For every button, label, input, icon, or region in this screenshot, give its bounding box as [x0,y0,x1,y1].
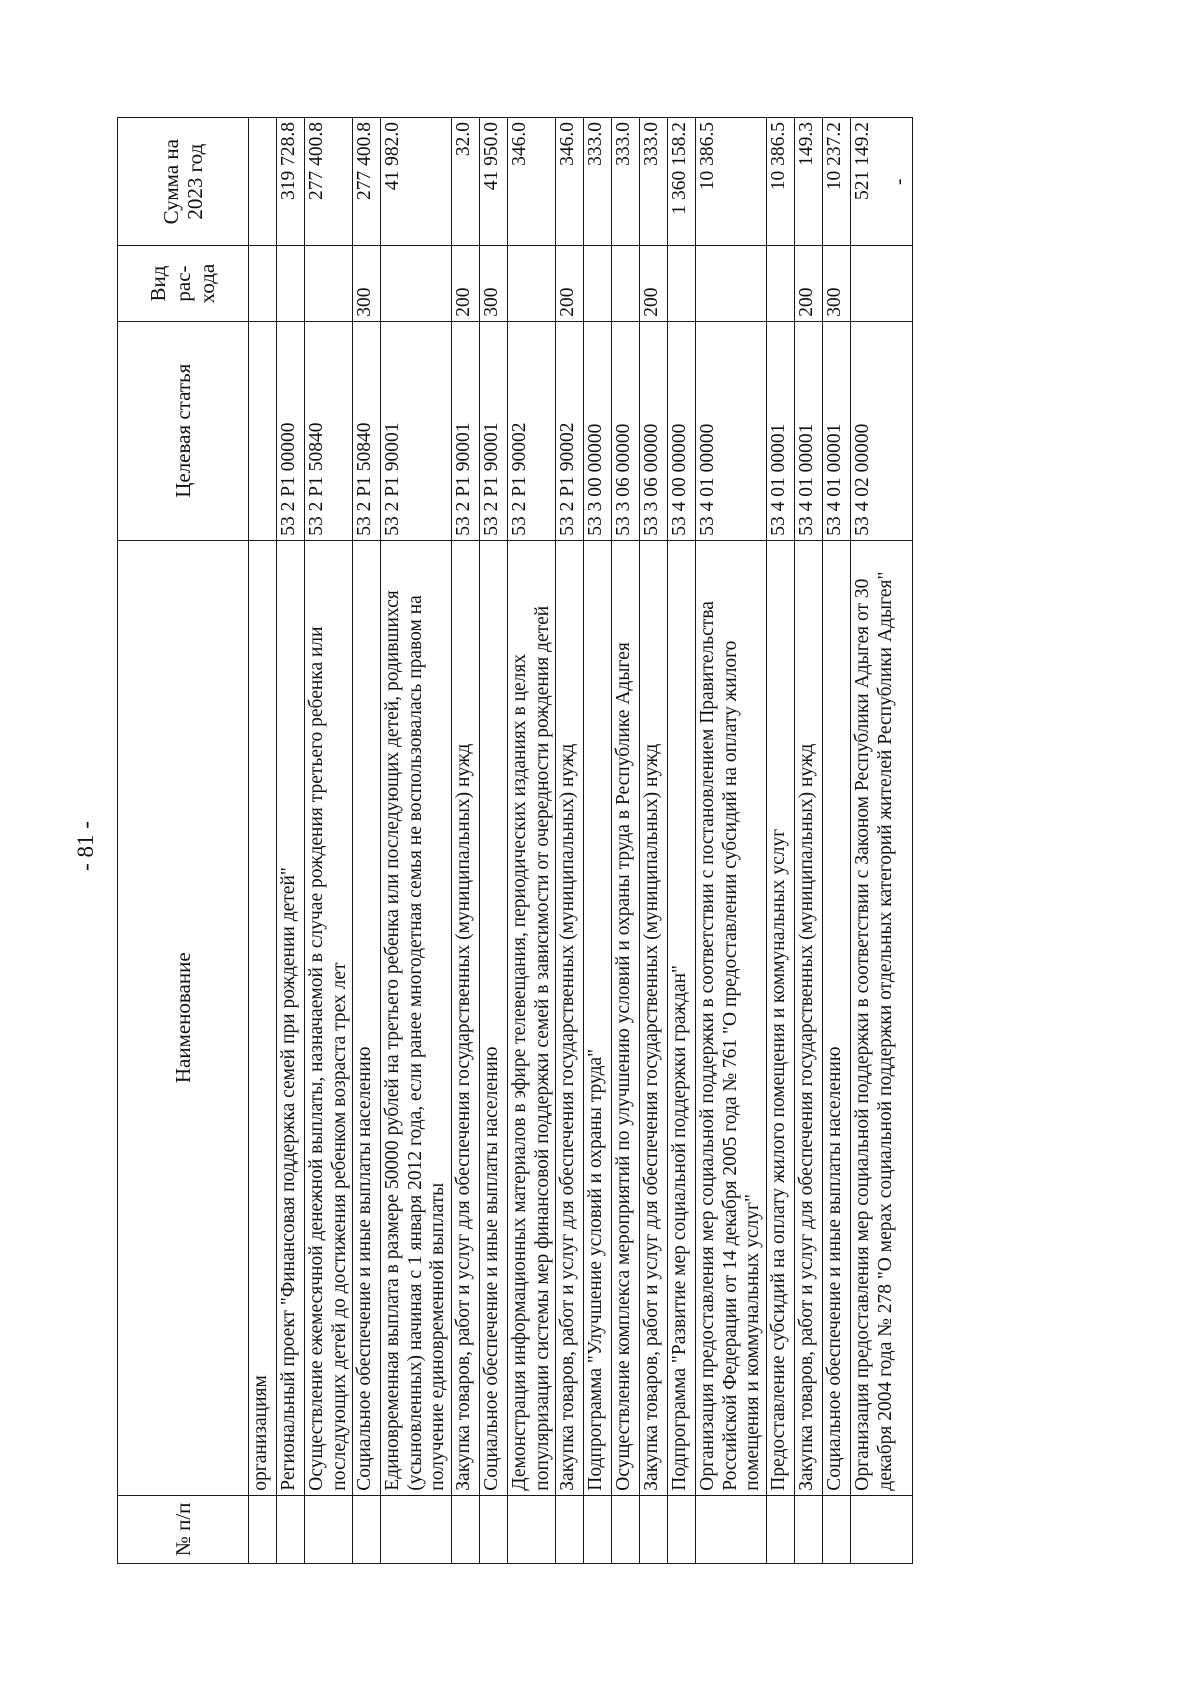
cell-sum: 149.3 [795,118,823,246]
cell-code: 53 2 P1 00000 [277,321,305,540]
cell-code: 53 4 01 00001 [795,321,823,540]
cell-kind [381,246,452,321]
cell-sum: 333.0 [584,118,612,246]
cell-name: Единовременная выплата в размере 50000 рублей на третьего ребенка или последующих детей, родившихся (усыновленных) начиная с 1 января 2012 года, если ранее многодетная семья не воспользовалась правом на получение единовременной выплаты [381,540,452,1495]
cell-name: Предоставление субсидий на оплату жилого помещения и коммунальных услуг [767,540,795,1495]
page-number: - 81 - [73,821,98,871]
cell-num [353,1495,381,1563]
table-row [668,118,696,1564]
cell-num [556,1495,584,1563]
cell-num [851,1495,913,1563]
cell-num [823,1495,851,1563]
table-row [767,118,795,1564]
cell-code: 53 2 P1 50840 [305,321,353,540]
cell-num [508,1495,556,1563]
cell-num [452,1495,480,1563]
cell-name: Организация предоставления мер социальной поддержки в соответствии с постановлением Правительства Российской Федерации от 14 декабря 2005 года № 761 "О предоставлении субсидий на оплату жилого помещения и коммунальных услуг" [696,540,767,1495]
header-kind: Вид рас-хода [118,246,249,321]
cell-num [480,1495,508,1563]
cell-name: Социальное обеспечение и иные выплаты населению [353,540,381,1495]
cell-sum: 1 360 158.2 [668,118,696,246]
rotated-page-content [117,117,1068,1564]
cell-code: 53 4 01 00001 [823,321,851,540]
cell-kind [696,246,767,321]
cell-num [668,1495,696,1563]
cell-kind: 300 [353,246,381,321]
cell-name: Закупка товаров, работ и услуг для обеспечения государственных (муниципальных) нужд [795,540,823,1495]
cell-sum [249,118,277,246]
cell-name: Социальное обеспечение и иные выплаты населению [480,540,508,1495]
cell-kind: 300 [823,246,851,321]
cell-kind [305,246,353,321]
cell-code: 53 4 00 00000 [668,321,696,540]
cell-code: 53 2 P1 90001 [381,321,452,540]
cell-code: 53 4 01 00000 [696,321,767,540]
cell-name: Социальное обеспечение и иные выплаты населению [823,540,851,1495]
table-row [277,118,305,1564]
cell-name: Подпрограмма "Развитие мер социальной поддержки граждан" [668,540,696,1495]
table-row [795,118,823,1564]
cell-num [696,1495,767,1563]
cell-sum: 41 950.0 [480,118,508,246]
cell-code [249,321,277,540]
cell-code: 53 4 01 00001 [767,321,795,540]
cell-code: 53 2 P1 90001 [452,321,480,540]
cell-name: организациям [249,540,277,1495]
table-row [353,118,381,1564]
table-row [556,118,584,1564]
header-num: № п/п [118,1495,249,1563]
header-name: Наименование [118,540,249,1495]
cell-num [381,1495,452,1563]
cell-num [767,1495,795,1563]
cell-name: Закупка товаров, работ и услуг для обеспечения государственных (муниципальных) нужд [452,540,480,1495]
cell-kind: 200 [556,246,584,321]
cell-num [249,1495,277,1563]
cell-code: 53 2 P1 50840 [353,321,381,540]
cell-num [640,1495,668,1563]
cell-sum: 32.0 [452,118,480,246]
cell-sum-extra-mark: - [888,178,910,185]
table-row [584,118,612,1564]
cell-kind [851,246,913,321]
cell-sum: 319 728.8 [277,118,305,246]
cell-name: Осуществление ежемесячной денежной выплаты, назначаемой в случае рождения третьего ребенка или последующих детей до достижения ребенком возраста трех лет [305,540,353,1495]
table-row [249,118,277,1564]
cell-kind [277,246,305,321]
cell-num [584,1495,612,1563]
table-row [480,118,508,1564]
cell-sum: 346.0 [556,118,584,246]
cell-sum: 333.0 [640,118,668,246]
cell-sum: 41 982.0 [381,118,452,246]
cell-kind [249,246,277,321]
cell-code: 53 4 02 00000 [851,321,913,540]
cell-kind [612,246,640,321]
table-row [612,118,640,1564]
cell-num [277,1495,305,1563]
cell-name: Осуществление комплекса мероприятий по улучшению условий и охраны труда в Республике Адыгея [612,540,640,1495]
cell-kind [668,246,696,321]
cell-num [612,1495,640,1563]
cell-sum: 277 400.8 [353,118,381,246]
cell-sum: 277 400.8 [305,118,353,246]
cell-code: 53 3 00 00000 [584,321,612,540]
table-row [508,118,556,1564]
cell-name: Организация предоставления мер социальной поддержки в соответствии с Законом Республики Адыгея от 30 декабря 2004 года № 278 "О мерах социальной поддержки отдельных категорий жителей Республики Адыгея" [851,540,913,1495]
table-row [851,118,913,1564]
cell-code: 53 2 P1 90002 [556,321,584,540]
header-sum: Сумма на 2023 год [118,118,249,246]
cell-sum: 333.0 [612,118,640,246]
table-row [640,118,668,1564]
cell-code: 53 2 P1 90001 [480,321,508,540]
table-body [249,118,913,1564]
cell-kind [584,246,612,321]
cell-kind: 200 [640,246,668,321]
cell-kind [508,246,556,321]
cell-sum: 521 149.2 - [851,118,913,246]
cell-kind [767,246,795,321]
cell-kind: 200 [795,246,823,321]
budget-table [117,117,913,1564]
cell-name: Демонстрация информационных материалов в эфире телевещания, периодических изданиях в целях популяризации системы мер финансовой поддержки семей в зависимости от очередности рождения детей [508,540,556,1495]
table-row [305,118,353,1564]
cell-code: 53 3 06 00000 [612,321,640,540]
cell-sum: 10 386.5 [767,118,795,246]
table-header-row [118,118,249,1564]
cell-name: Подпрограмма "Улучшение условий и охраны труда" [584,540,612,1495]
cell-sum: 10 386.5 [696,118,767,246]
cell-sum: 346.0 [508,118,556,246]
cell-kind: 200 [452,246,480,321]
cell-num [305,1495,353,1563]
table-row [823,118,851,1564]
table-row [381,118,452,1564]
table-row [696,118,767,1564]
cell-code: 53 2 P1 90002 [508,321,556,540]
cell-code: 53 3 06 00000 [640,321,668,540]
cell-sum: 10 237.2 [823,118,851,246]
cell-num [795,1495,823,1563]
table-row [452,118,480,1564]
cell-name: Региональный проект "Финансовая поддержка семей при рождении детей" [277,540,305,1495]
cell-name: Закупка товаров, работ и услуг для обеспечения государственных (муниципальных) нужд [640,540,668,1495]
cell-kind: 300 [480,246,508,321]
cell-name: Закупка товаров, работ и услуг для обеспечения государственных (муниципальных) нужд [556,540,584,1495]
header-code: Целевая статья [118,321,249,540]
